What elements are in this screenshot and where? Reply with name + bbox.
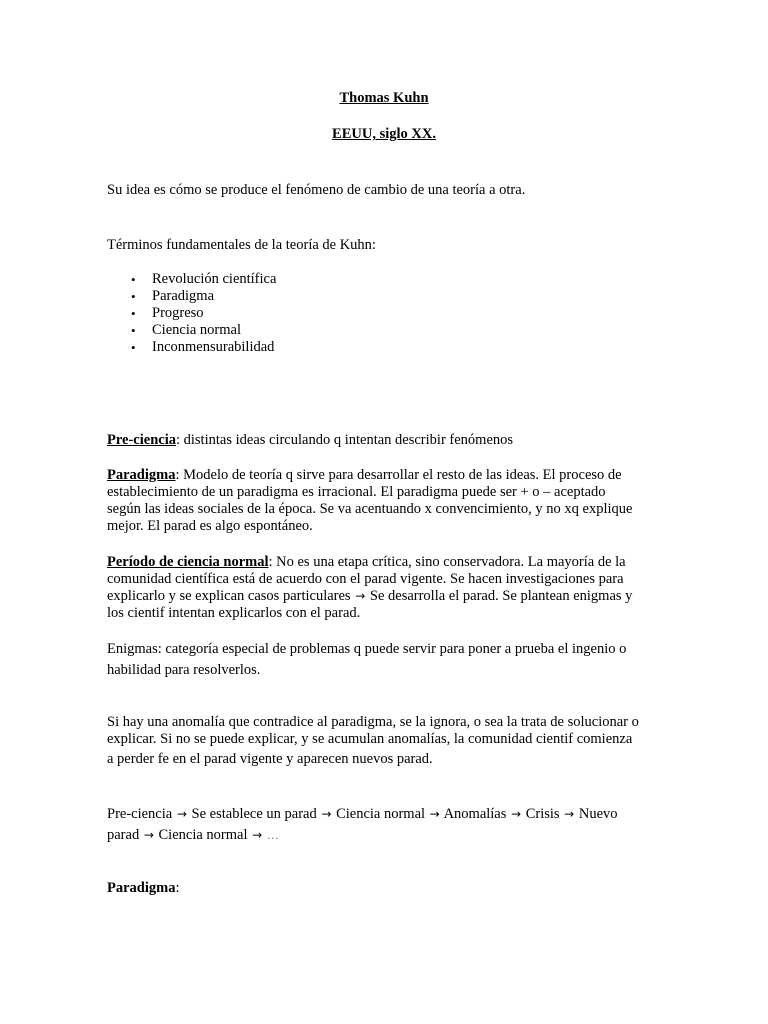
sequence-step: Pre-ciencia (107, 806, 173, 822)
sequence-step: Crisis (525, 806, 560, 822)
paradigma-footer (107, 880, 667, 897)
bullet-icon: • (131, 272, 136, 287)
periodo-line: Se desarrolla el parad. Se plantean enigmas y (369, 588, 633, 604)
paradigma-footer-colon: : (175, 880, 180, 896)
sequence-step: parad (107, 827, 140, 843)
document-subtitle: EEUU, siglo XX. (332, 126, 436, 142)
bullet-icon: • (131, 306, 136, 321)
paradigma-line: establecimiento de un paradigma es irracional. El paradigma puede ser + o – aceptado (107, 484, 606, 500)
list-item (107, 271, 667, 288)
intro-text: Su idea es cómo se produce el fenómeno de cambio de una teoría a otra. (107, 182, 526, 198)
document-title: Thomas Kuhn (339, 90, 429, 106)
arrow-right-icon: → (355, 589, 366, 603)
terms-heading: Términos fundamentales de la teoría de Kuhn: (107, 237, 376, 253)
preciencia-text: : distintas ideas circulando q intentan describir fenómenos (175, 432, 514, 448)
anomalia-line: a perder fe en el parad vigente y aparecen nuevos parad. (107, 751, 433, 767)
intro-paragraph (107, 182, 667, 199)
arrow-right-icon: → (429, 807, 440, 821)
periodo-line: comunidad científica está de acuerdo con el parad vigente. Se hacen investigaciones para (107, 571, 624, 587)
term-label: Paradigma (152, 288, 215, 304)
sequence-step: Se establece un parad (191, 806, 317, 822)
term-label: Progreso (152, 305, 204, 321)
arrow-right-icon: → (511, 807, 522, 821)
term-label: Inconmensurabilidad (152, 339, 275, 355)
bullet-icon: • (131, 340, 136, 355)
sequence-step: Ciencia normal (158, 827, 248, 843)
sequence-step: Ciencia normal (336, 806, 426, 822)
bullet-icon: • (131, 323, 136, 338)
paradigma-line: mejor. El parad es algo espontáneo. (107, 518, 313, 534)
periodo-line: explicarlo y se explican casos particulares (107, 588, 351, 604)
preciencia-paragraph (107, 432, 667, 449)
periodo-line: los cientif intentan explicarlos con el parad. (107, 605, 361, 621)
paradigma-term: Paradigma (107, 467, 176, 483)
sequence-line-1 (107, 804, 667, 825)
list-item (107, 288, 667, 305)
enigmas-line: habilidad para resolverlos. (107, 662, 261, 678)
arrow-right-icon: → (564, 807, 575, 821)
paradigma-paragraph (107, 467, 667, 535)
ellipsis: … (266, 828, 279, 842)
periodo-paragraph (107, 554, 667, 622)
periodo-term: Período de ciencia normal (107, 554, 269, 570)
preciencia-term: Pre-ciencia (107, 432, 176, 448)
list-item (107, 305, 667, 322)
enigmas-line: Enigmas: categoría especial de problemas q puede servir para poner a prueba el ingenio o (107, 641, 627, 657)
arrow-right-icon: → (143, 828, 154, 842)
sequence-line-2 (107, 825, 667, 846)
arrow-right-icon: → (252, 828, 263, 842)
list-item (107, 339, 667, 356)
paradigma-line: : Modelo de teoría q sirve para desarrollar el resto de las ideas. El proceso de (175, 467, 622, 483)
sequence-paragraph (107, 804, 667, 846)
paradigma-footer-term: Paradigma (107, 880, 176, 896)
terms-list (107, 271, 667, 356)
term-label: Revolución científica (152, 271, 277, 287)
sequence-step: Nuevo (578, 806, 618, 822)
arrow-right-icon: → (321, 807, 332, 821)
anomalia-paragraph (107, 714, 667, 768)
terms-section (107, 237, 667, 356)
enigmas-paragraph (107, 639, 667, 681)
arrow-right-icon: → (176, 807, 187, 821)
term-label: Ciencia normal (152, 322, 241, 338)
bullet-icon: • (131, 289, 136, 304)
periodo-line: : No es una etapa crítica, sino conservadora. La mayoría de la (268, 554, 626, 570)
paradigma-line: según las ideas sociales de la época. Se va acentuando x convencimiento, y no xq explique (107, 501, 633, 517)
anomalia-line: Si hay una anomalía que contradice al paradigma, se la ignora, o sea la trata de solucionar o (107, 714, 639, 730)
sequence-step: Anomalías (443, 806, 507, 822)
list-item (107, 322, 667, 339)
anomalia-line: explicar. Si no se puede explicar, y se acumulan anomalías, la comunidad cientif comienza (107, 731, 633, 747)
